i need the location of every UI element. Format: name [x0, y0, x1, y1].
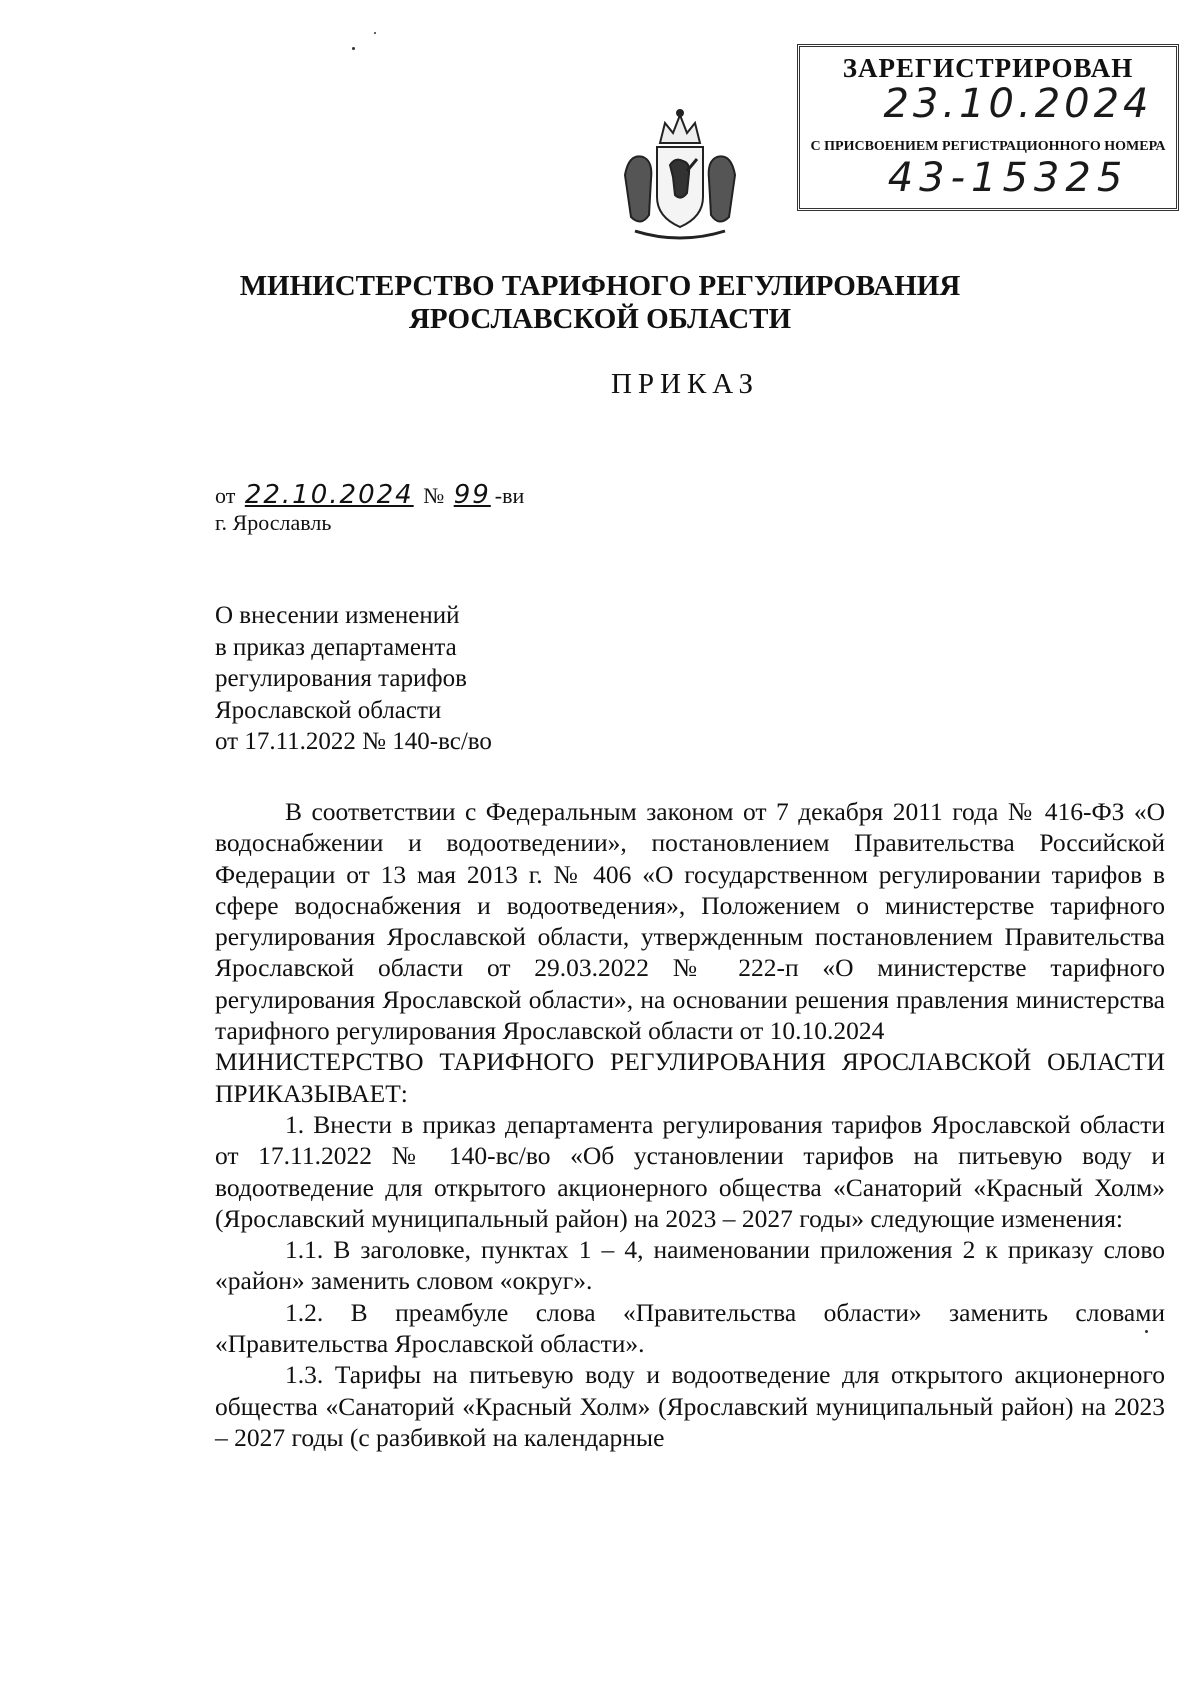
subject-line: от 17.11.2022 № 140-вс/во	[215, 728, 492, 755]
from-label: от	[215, 483, 236, 508]
number-label: №	[423, 483, 445, 508]
org-title-line2: ЯРОСЛАВСКОЙ ОБЛАСТИ	[408, 303, 792, 335]
scan-speck	[1145, 1330, 1148, 1333]
number-suffix: -ви	[494, 483, 525, 508]
city: г. Ярославль	[215, 510, 332, 535]
subject-line: О внесении изменений	[215, 602, 460, 629]
stamp-date: 23.10.2024	[883, 81, 1153, 127]
stamp-title: ЗАРЕГИСТРИРОВАН	[842, 53, 1134, 83]
order-date: 22.10.2024	[244, 480, 414, 510]
scan-speck	[374, 32, 376, 34]
stamp-registration-number: 43-15325	[887, 155, 1129, 201]
item-1-3: 1.3. Тарифы на питьевую воду и водоотведение для открытого акционерного общества «Санаторий «Красный Холм» (Ярославский муниципальный район) на 2023 – 2027 годы (с разбивкой на календарные	[215, 1360, 1165, 1452]
organization-title	[0, 270, 1200, 336]
yaroslavl-coat-of-arms-icon	[615, 105, 745, 245]
order-subject	[215, 600, 492, 758]
order-body	[215, 796, 1165, 1453]
subject-line: Ярославской области	[215, 696, 442, 724]
item-1-2: 1.2. В преамбуле слова «Правительства области» заменить словами «Правительства Ярославской области».	[215, 1297, 1165, 1359]
order-phrase: МИНИСТЕРСТВО ТАРИФНОГО РЕГУЛИРОВАНИЯ ЯРОСЛАВСКОЙ ОБЛАСТИ ПРИКАЗЫВАЕТ:	[215, 1047, 1165, 1108]
order-number: 99	[453, 480, 491, 510]
org-title-line1: МИНИСТЕРСТВО ТАРИФНОГО РЕГУЛИРОВАНИЯ	[239, 270, 961, 302]
item-1-1: 1.1. В заголовке, пунктах 1 – 4, наименовании приложения 2 к приказу слово «район» заменить словом «округ».	[215, 1235, 1165, 1296]
subject-line: в приказ департамента	[215, 633, 457, 661]
subject-line: регулирования тарифов	[215, 665, 467, 692]
registration-stamp	[797, 44, 1179, 211]
document-type: ПРИКАЗ	[610, 368, 760, 400]
stamp-subtitle: С ПРИСВОЕНИЕМ РЕГИСТРАЦИОННОГО НОМЕРА	[810, 139, 1166, 154]
item-1: 1. Внести в приказ департамента регулирования тарифов Ярославской области от 17.11.2022 № 140-вс/во «Об установлении тарифов на питьевую воду и водоотведение для открытого акционерного общества «Санаторий «Красный Холм» (Ярославский муниципальный район) на 2023 – 2027 годы» следующие изменения:	[215, 1109, 1165, 1233]
order-date-line	[215, 480, 524, 510]
scan-speck	[352, 47, 355, 50]
preamble-paragraph: В соответствии с Федеральным законом от 7 декабря 2011 года № 416-ФЗ «О водоснабжении и водоотведении», постановлением Правительства Российской Федерации от 13 мая 2013 г. № 406 «О государственном регулировании тарифов в сфере водоснабжения и водоотведения», Положением о министерстве тарифного регулирования Ярославской области, утвержденным постановлением Правительства Ярославской области от 29.03.2022 № 222-п «О министерстве тарифного регулирования Ярославской области», на основании решения правления министерства тарифного регулирования Ярославской области от 10.10.2024	[215, 797, 1165, 1046]
